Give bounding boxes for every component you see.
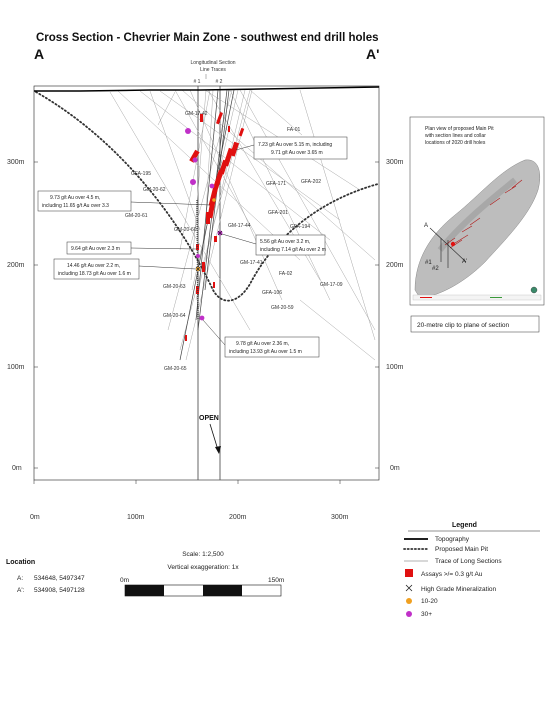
- inset-clip-note: [411, 316, 539, 332]
- legend-item-topography: Topography: [435, 536, 469, 543]
- location-a-coords: 534648, 5497347: [34, 575, 85, 582]
- annotation-6-line-1: 9.78 g/t Au over 2.36 m,: [236, 341, 290, 347]
- location-block: [6, 559, 85, 594]
- hole-label-gm-20-62: GM-20-62: [143, 187, 166, 193]
- annotation-1-line-2: 9.71 g/t Au over 3.65 m: [271, 150, 323, 156]
- distance-label-100: 100m: [127, 514, 145, 521]
- legend-item-30plus: 30+: [421, 611, 433, 618]
- legend-item-10-20: 10-20: [421, 598, 438, 605]
- distance-label-300: 300m: [331, 514, 349, 521]
- hole-label-gm-20-60: GM-20-60: [174, 227, 197, 233]
- hole-label-gm-20-59: GM-20-59: [271, 305, 294, 311]
- hole-label-fa-02: FA-02: [279, 271, 293, 277]
- hole-label-gfa-171: GFA-171: [266, 181, 287, 187]
- inset-label-a: A: [424, 223, 429, 229]
- trace-2-label: # 2: [215, 79, 223, 85]
- inset-label-a-prime: A': [462, 259, 468, 265]
- inset-clip-note-text: 20-metre clip to plane of section: [417, 322, 510, 329]
- legend-item-trace: Trace of Long Sections: [435, 558, 502, 565]
- location-title: Location: [6, 559, 36, 566]
- elevation-left-200: 200m: [7, 262, 25, 269]
- high-grade-dots-30plus: [185, 128, 222, 320]
- trace-1-label: # 1: [193, 79, 201, 85]
- scale-bar-segment-1: [125, 585, 164, 596]
- annotation-5: [54, 259, 196, 279]
- inset-plan-view: [410, 117, 544, 305]
- figure-title: Cross Section - Chevrier Main Zone - southwest end drill holes: [36, 32, 379, 44]
- scale-block: [120, 551, 284, 596]
- annotation-3: [222, 234, 326, 255]
- annotation-3-line-1: 5.56 g/t Au over 3.2 m,: [260, 239, 311, 245]
- location-a-prime-coords: 534908, 5497128: [34, 587, 85, 594]
- long-section-title-2: Line Traces: [200, 67, 226, 73]
- legend-assay-symbol: [405, 569, 413, 577]
- annotation-2-line-2: including 11.65 g/t Au over 3.3: [42, 203, 109, 209]
- location-a-label: A:: [17, 575, 24, 582]
- scale-bar-start: 0m: [120, 577, 130, 584]
- hole-label-gfa-106: GFA-106: [262, 290, 283, 296]
- hole-label-gfa-194: GFA-194: [290, 224, 311, 230]
- section-end-label: A': [366, 46, 380, 62]
- open-arrow-shaft: [210, 424, 218, 450]
- annotation-5-line-2: including 18.73 g/t Au over 1.6 m: [58, 271, 131, 277]
- section-start-label: A: [34, 46, 45, 62]
- annotation-1-line-1: 7.23 g/t Au over 5.15 m, including: [258, 142, 333, 148]
- hole-label-gm-20-64: GM-20-64: [163, 313, 186, 319]
- annotation-1: [236, 137, 347, 159]
- scale-bar-segment-3: [203, 585, 242, 596]
- distance-ticks: [34, 480, 340, 484]
- elevation-right-300: 300m: [386, 159, 404, 166]
- annotation-4-line-1: 9.64 g/t Au over 2.3 m: [71, 246, 120, 252]
- inset-north-arrow-icon: [531, 287, 537, 293]
- hole-label-gm-17-44: GM-17-44: [228, 223, 251, 229]
- inset-collar-marker: [451, 242, 455, 246]
- distance-label-200: 200m: [229, 514, 247, 521]
- annotation-3-line-2: including 7.14 g/t Au over 2 m: [260, 247, 326, 253]
- long-section-title-1: Longitudinal Section: [190, 60, 236, 66]
- hole-label-gm-17-42: GM-17-42: [185, 111, 208, 117]
- topography-line: [34, 87, 379, 91]
- hole-label-gfa-202: GFA-202: [301, 179, 322, 185]
- location-a-prime-label: A':: [17, 587, 25, 594]
- inset-caption-3: locations of 2020 drill holes: [425, 140, 486, 146]
- inset-caption-1: Plan view of proposed Main Pit: [425, 126, 494, 132]
- inset-label-2: #2: [432, 266, 439, 272]
- annotation-2-line-1: 9.73 g/t Au over 4.5 m,: [50, 195, 101, 201]
- annotation-2: [38, 191, 210, 211]
- annotation-5-line-1: 14.46 g/t Au over 2.2 m,: [67, 263, 121, 269]
- legend-item-high-grade: High Grade Mineralization: [421, 586, 497, 593]
- elevation-right-200: 200m: [386, 262, 404, 269]
- scale-text: Scale: 1:2,500: [182, 551, 224, 558]
- hole-label-gm-20-63: GM-20-63: [163, 284, 186, 290]
- hole-label-gm-20-61: GM-20-61: [125, 213, 148, 219]
- elevation-right-0: 0m: [390, 465, 400, 472]
- hole-label-gfa-201: GFA-201: [268, 210, 289, 216]
- elevation-left-300: 300m: [7, 159, 25, 166]
- elevation-right-100: 100m: [386, 364, 404, 371]
- scale-exaggeration: Vertical exaggeration: 1x: [167, 564, 239, 571]
- inset-caption-2: with section lines and collar: [425, 133, 486, 139]
- distance-label-0: 0m: [30, 514, 40, 521]
- elevation-left-0: 0m: [12, 465, 22, 472]
- legend-item-assay: Assays >/= 0.3 g/t Au: [421, 571, 483, 578]
- legend-title: Legend: [452, 522, 477, 529]
- legend-magenta-dot-icon: [406, 611, 412, 617]
- open-label: OPEN: [199, 415, 219, 422]
- inset-label-1: #1: [425, 260, 432, 266]
- annotation-4: [67, 242, 196, 254]
- hole-label-gm-20-65: GM-20-65: [164, 366, 187, 372]
- hole-label-fa-01: FA-01: [287, 127, 301, 133]
- legend: [404, 522, 540, 618]
- legend-x-icon: [406, 585, 412, 591]
- hole-label-gm-17-09: GM-17-09: [320, 282, 343, 288]
- legend-item-pit: Proposed Main Pit: [435, 546, 489, 553]
- hole-label-gfa-195: GFA-195: [131, 171, 152, 177]
- annotation-6-line-2: including 13.93 g/t Au over 1.5 m: [229, 349, 302, 355]
- legend-orange-dot-icon: [406, 598, 412, 604]
- elevation-left-100: 100m: [7, 364, 25, 371]
- inset-footer-strip: [413, 295, 541, 300]
- hole-label-gm-17-41: GM-17-41: [240, 260, 263, 266]
- scale-bar-end: 150m: [268, 577, 285, 584]
